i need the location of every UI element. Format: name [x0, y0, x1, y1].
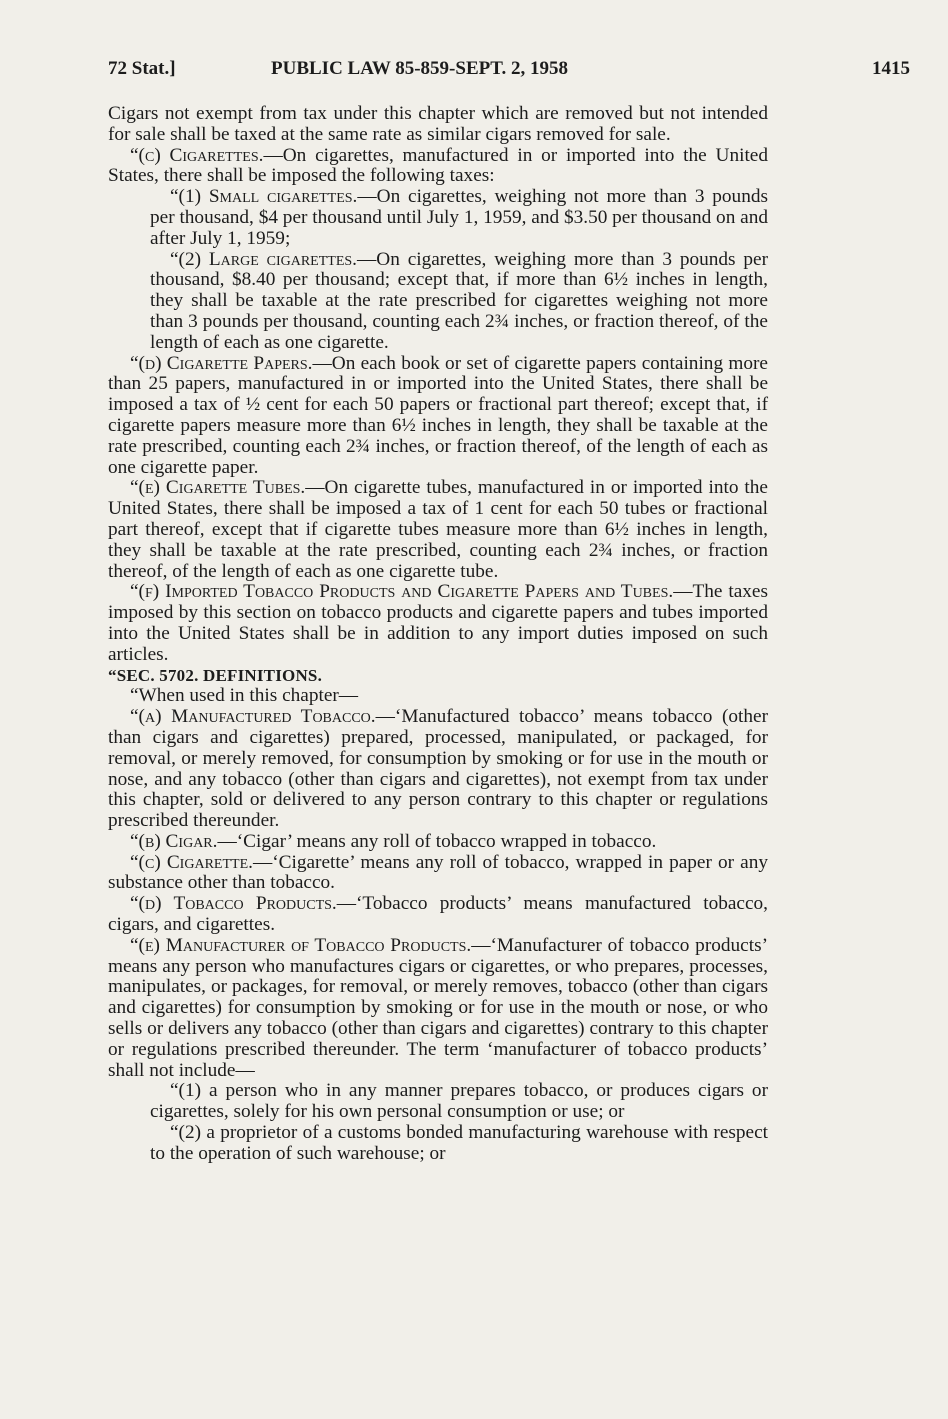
paragraph-2-large-cigarettes: “(2) Large cigarettes.—On cigarettes, weighing more than 3 pounds per thousand, $8.40 per thousand; except that, if more than 6½ inches in length, they shall be taxable at the rate prescribed for cigarettes weighing not more than 3 pounds per thousand, counting each 2¾ inches, or fraction thereof, of the length of each as one cigarette. [150, 248, 768, 353]
heading-cigarette: “(c) Cigarette. [130, 851, 253, 873]
heading-cigarette-tubes: “(e) Cigarette Tubes. [130, 477, 306, 499]
paragraph-d-cigarette-papers: “(d) Cigarette Papers.—On each book or set of cigarette papers containing more than 25 papers, manufactured in or imported into the United States, there shall be imposed a tax of ½ cent for each 50 papers or fractional part thereof; except that, if cigarette papers measure more than 6½ inches in length, they shall be taxable at the rate prescribed, counting each 2¾ inches, or fraction thereof, of the length of each as one cigarette paper. [108, 352, 768, 478]
section-heading: “SEC. 5702. DEFINITIONS. [108, 665, 323, 685]
heading-cigarettes: “(c) Cigarettes. [130, 144, 264, 166]
page-header [108, 58, 910, 88]
paragraph-when-used: “When used in this chapter— [130, 685, 359, 707]
heading-imported-products: “(f) Imported Tobacco Products and Cigarette Papers and Tubes. [130, 581, 674, 603]
paragraph-e-cigarette-tubes: “(e) Cigarette Tubes.—On cigarette tubes, manufactured in or imported into the United States, there shall be imposed a tax of 1 cent for each 50 tubes or fractional part thereof, except that if cigarette tubes measure more than 6½ inches in length, they shall be taxable at the rate prescribed, counting each 2¾ inches, or fraction thereof, of the length of each as one cigarette tube. [108, 477, 768, 582]
paragraph-e-manufacturer: “(e) Manufacturer of Tobacco Products.—‘Manufacturer of tobacco products’ means any person who manufactures cigars or cigarettes, or who prepares, processes, manipulates, or packages, for removal, or merely removes, tobacco (other than cigars and cigarettes) for consumption by smoking or for use in the mouth or nose, or who sells or delivers any tobacco (other than cigars and cigarettes) contrary to this chapter or regulations prescribed thereunder. The term ‘manufacturer of tobacco products’ shall not include— [108, 934, 768, 1081]
heading-small-cigarettes: “(1) Small cigarettes. [170, 186, 358, 208]
law-title: PUBLIC LAW 85-859-SEPT. 2, 1958 [271, 58, 568, 79]
paragraph-c-cigarettes: “(c) Cigarettes.—On cigarettes, manufactured in or imported into the United States, there shall be imposed the following taxes: [108, 144, 769, 187]
paragraph-b-cigar: “(b) Cigar.—‘Cigar’ means any roll of tobacco wrapped in tobacco. [130, 830, 657, 852]
section-5702-heading [108, 666, 768, 687]
paragraph-1-personal-use: “(1) a person who in any manner prepares tobacco, or produces cigars or cigarettes, solely for his own personal consumption or use; or [150, 1080, 768, 1123]
heading-tobacco-products: “(d) Tobacco Products. [130, 893, 337, 915]
paragraph-c-cigarette: “(c) Cigarette.—‘Cigarette’ means any roll of tobacco, wrapped in paper or any substance other than tobacco. [108, 851, 768, 894]
paragraph-cigars-removed: Cigars not exempt from tax under this chapter which are removed but not intended for sale shall be taxed at the same rate as similar cigars removed for sale. [108, 103, 768, 145]
page-number: 1415 [872, 58, 910, 79]
paragraph-2-bonded-warehouse: “(2) a proprietor of a customs bonded manufacturing warehouse with respect to the operation of such warehouse; or [150, 1122, 768, 1164]
heading-manufactured-tobacco: “(a) Manufactured Tobacco. [130, 706, 376, 728]
heading-cigarette-papers: “(d) Cigarette Papers. [130, 352, 313, 374]
heading-large-cigarettes: “(2) Large cigarettes. [170, 248, 357, 270]
statute-volume: 72 Stat.] [108, 58, 176, 79]
paragraph-1-small-cigarettes: “(1) Small cigarettes.—On cigarettes, weighing not more than 3 pounds per thousand, $4 per thousand until July 1, 1959, and $3.50 per thousand on and after July 1, 1959; [150, 186, 768, 249]
heading-cigar: “(b) Cigar. [130, 830, 218, 852]
paragraph-a-manufactured-tobacco: “(a) Manufactured Tobacco.—‘Manufactured tobacco’ means tobacco (other than cigars and cigarettes) prepared, processed, manipulated, or packaged, for removal, or merely removed, for consumption by smoking or for use in the mouth or nose, and any tobacco (other than cigars and cigarettes), not exempt from tax under this chapter, sold or delivered to any person contrary to this chapter or regulations prescribed thereunder. [108, 706, 769, 832]
paragraph-f-imported: “(f) Imported Tobacco Products and Cigarette Papers and Tubes.—The taxes imposed by this section on tobacco products and cigarette papers and tubes imported into the United States shall be in addition to any import duties imposed on such articles. [108, 581, 768, 665]
paragraph-d-tobacco-products: “(d) Tobacco Products.—‘Tobacco products’ means manufactured tobacco, cigars, and cigarettes. [108, 893, 768, 936]
heading-manufacturer: “(e) Manufacturer of Tobacco Products. [130, 934, 472, 956]
body-text [108, 104, 768, 1165]
